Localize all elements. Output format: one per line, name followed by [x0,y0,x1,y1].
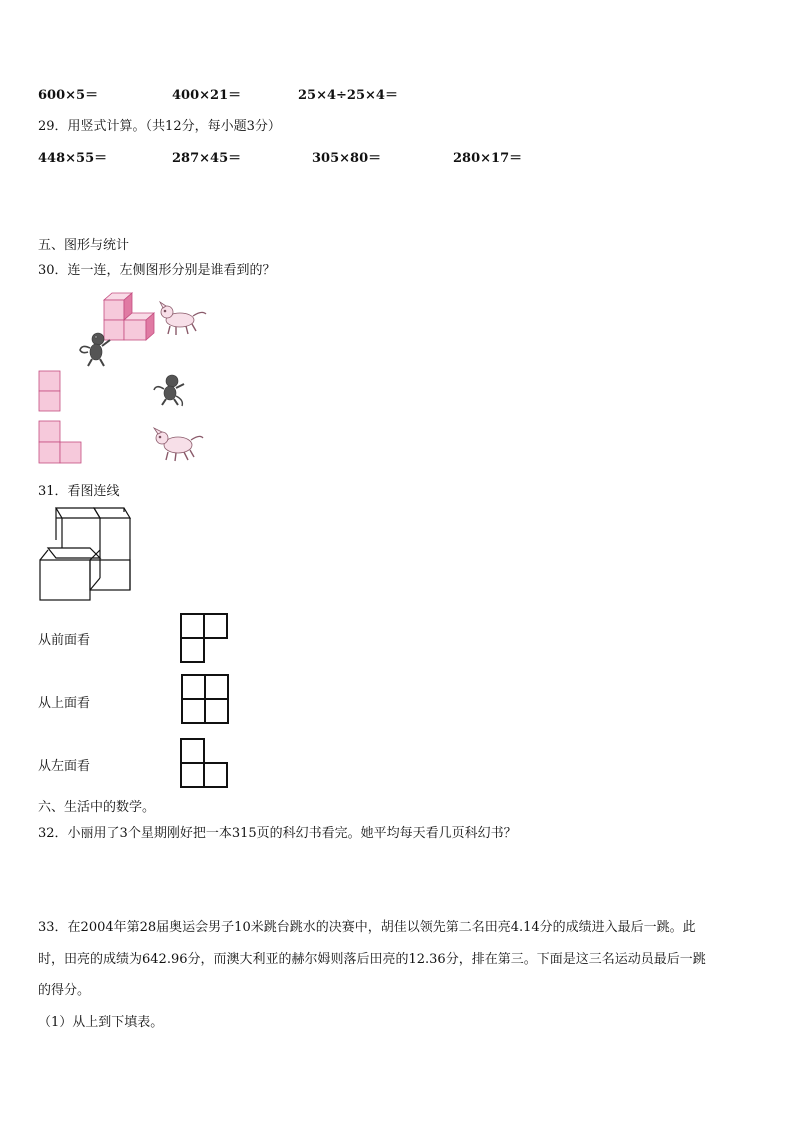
monkey-icon-option [154,375,184,406]
q31-view-shape-2 [182,675,228,723]
q29-title: 29．用竖式计算。（共12分，每小题3分） [38,119,281,134]
section6-title: 六、生活中的数学。 [38,800,156,815]
q31-cube-drawing [40,508,130,600]
q31-view-shape-1 [181,614,227,662]
pink-cube-bottom-right [124,313,154,340]
q31-label-top: 从上面看 [38,696,91,711]
q33-sub-1: （1）从上到下填表。 [38,1015,164,1030]
expr-25x4: 25×4÷25×4＝ [298,88,398,103]
q33-line-3: 的得分。 [38,983,91,998]
q31-label-left: 从左面看 [38,759,91,774]
expr-600x5: 600×5＝ [38,88,99,103]
q29-item-1: 448×55＝ [38,151,108,166]
q30-view-l-shape [39,421,81,463]
q29-item-2: 287×45＝ [172,151,242,166]
dog-icon-option [154,428,203,461]
q31-view-shape-3 [181,739,227,787]
expr-400x21: 400×21＝ [172,88,242,103]
dog-icon [160,302,206,335]
q29-item-4: 280×17＝ [453,151,523,166]
q31-label-front: 从前面看 [38,633,91,648]
q33-line-1: 33．在2004年第28届奥运会男子10米跳台跳水的决赛中，胡佳以领先第二名田亮4.14分的成绩进入最后一跳。此 [38,920,696,935]
pink-cube-bottom-left [104,320,124,340]
section5-title: 五、图形与统计 [38,238,130,253]
pink-cube-top [104,293,132,320]
q30-view-vertical-two [39,371,60,411]
q29-item-3: 305×80＝ [312,151,382,166]
q33-line-2: 时，田亮的成绩为642.96分，而澳大利亚的赫尔姆则落后田亮的12.36分，排在第三。下面是这三名运动员最后一跳 [38,952,706,967]
q31-title: 31．看图连线 [38,484,120,499]
q32-text: 32．小丽用了3个星期刚好把一本315页的科幻书看完。她平均每天看几页科幻书？ [38,826,517,841]
q30-title: 30．连一连，左侧图形分别是谁看到的？ [38,263,276,278]
